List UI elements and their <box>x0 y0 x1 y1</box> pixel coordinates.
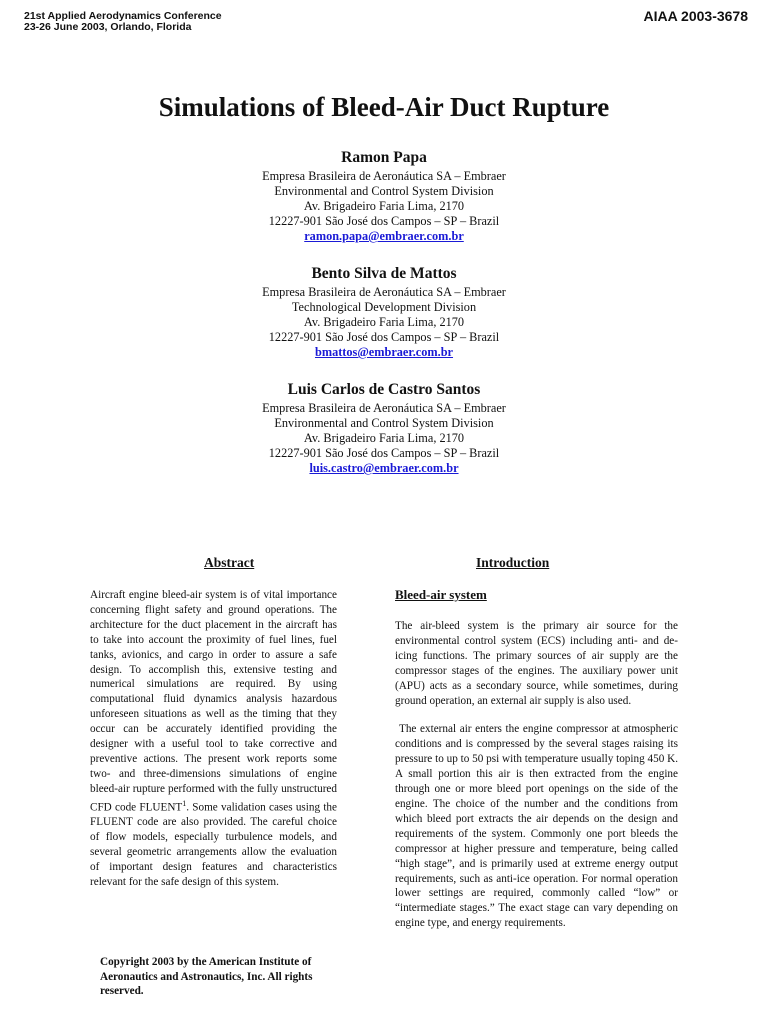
author-address: Av. Brigadeiro Faria Lima, 2170 <box>303 199 465 213</box>
paper-id: AIAA 2003-3678 <box>643 8 748 24</box>
author-name: Luis Carlos de Castro Santos <box>287 381 481 398</box>
abstract-heading: Abstract <box>204 555 255 570</box>
bleed-air-subheading: Bleed-air system <box>395 587 487 602</box>
abstract-text: Aircraft engine bleed-air system is of vital importance concerning flight safety and ground operations. The architecture for the duct placement in the aircraft has to take into account the proximity of fuel lines, fuel tanks, avionics, and cargo in order to assure a safe design. To accomplish this, extensive testing and numerical simulations are required. By using computational fluid dynamics analysis hazardous unforeseen situations as well as the timing that they occur can be accurately identified providing the designer with a useful tool to take corrective and preventive actions. The present work reports some two- and three-dimensions simulations of engine bleed-air rupture performed with the fully unstructured CFD code FLUENT <box>90 589 337 814</box>
intro-paragraph: The external air enters the engine compressor at atmospheric conditions and is compressed by the several stages raising its pressure to up to 50 psi with temperature usually toping 450 K. A small portion this air is then extracted from the engine through one or more bleed port openings on the side of the engine. The choice of the number and the conditions from which bleed port extracts the air depends on the design and requirements of the system. Commonly one port bleeds the compressor at higher pressure and temperature, being called “high stage”, and is primarily used at extreme energy output requirements, such as anti-ice operation. For normal operation lower settings are required, commonly called “low” or “intermediate stages.” The exact stage can vary depending on engine type, and energy requirements. <box>395 723 678 930</box>
author-division: Technological Development Division <box>291 300 477 314</box>
introduction-heading: Introduction <box>476 555 550 570</box>
author-division: Environmental and Control System Division <box>274 184 494 198</box>
author-division: Environmental and Control System Division <box>274 416 494 430</box>
intro-paragraph: The air-bleed system is the primary air source for the environmental control system (ECS) including anti- and de-icing functions. The primary sources of air supply are the compressor stages of the engines. The auxiliary power unit (APU) acts as a secondary source, while sometimes, during ground operation, an external air supply is also used. <box>395 620 678 707</box>
author-email-link[interactable]: bmattos@embraer.com.br <box>314 345 454 359</box>
author-address: Av. Brigadeiro Faria Lima, 2170 <box>303 431 465 445</box>
abstract-text-continued: . Some validation cases using the FLUENT code are also provided. The careful choice of flow models, especially turbulence models, and several geometric arrangements allow the evaluation of important design features and characteristics relevant for the safe design of this system. <box>90 801 337 888</box>
conference-name: 21st Applied Aerodynamics Conference <box>24 10 222 22</box>
footnote-marker: 1 <box>182 798 187 808</box>
abstract-body <box>90 588 337 890</box>
conference-date-location: 23-26 June 2003, Orlando, Florida <box>24 21 192 33</box>
author-affiliation: Empresa Brasileira de Aeronáutica SA – Embraer <box>262 169 506 183</box>
author-affiliation: Empresa Brasileira de Aeronáutica SA – Embraer <box>262 401 506 415</box>
conference-info <box>24 11 222 33</box>
author-address: Av. Brigadeiro Faria Lima, 2170 <box>303 315 465 329</box>
author-name: Bento Silva de Mattos <box>311 265 457 282</box>
author-city: 12227-901 São José dos Campos – SP – Brazil <box>268 330 500 344</box>
author-name: Ramon Papa <box>341 149 427 166</box>
author-block <box>0 148 768 244</box>
author-email-link[interactable]: luis.castro@embraer.com.br <box>309 461 459 475</box>
author-affiliation: Empresa Brasileira de Aeronáutica SA – Embraer <box>262 285 506 299</box>
author-email-link[interactable]: ramon.papa@embraer.com.br <box>304 229 464 243</box>
author-block <box>0 264 768 360</box>
copyright-notice: Copyright 2003 by the American Institute of Aeronautics and Astronautics, Inc. All rights reserved. <box>100 956 313 997</box>
paper-title: Simulations of Bleed-Air Duct Rupture <box>158 92 610 122</box>
introduction-body <box>395 619 678 931</box>
author-block <box>0 380 768 476</box>
author-city: 12227-901 São José dos Campos – SP – Brazil <box>268 214 500 228</box>
author-city: 12227-901 São José dos Campos – SP – Brazil <box>268 446 500 460</box>
